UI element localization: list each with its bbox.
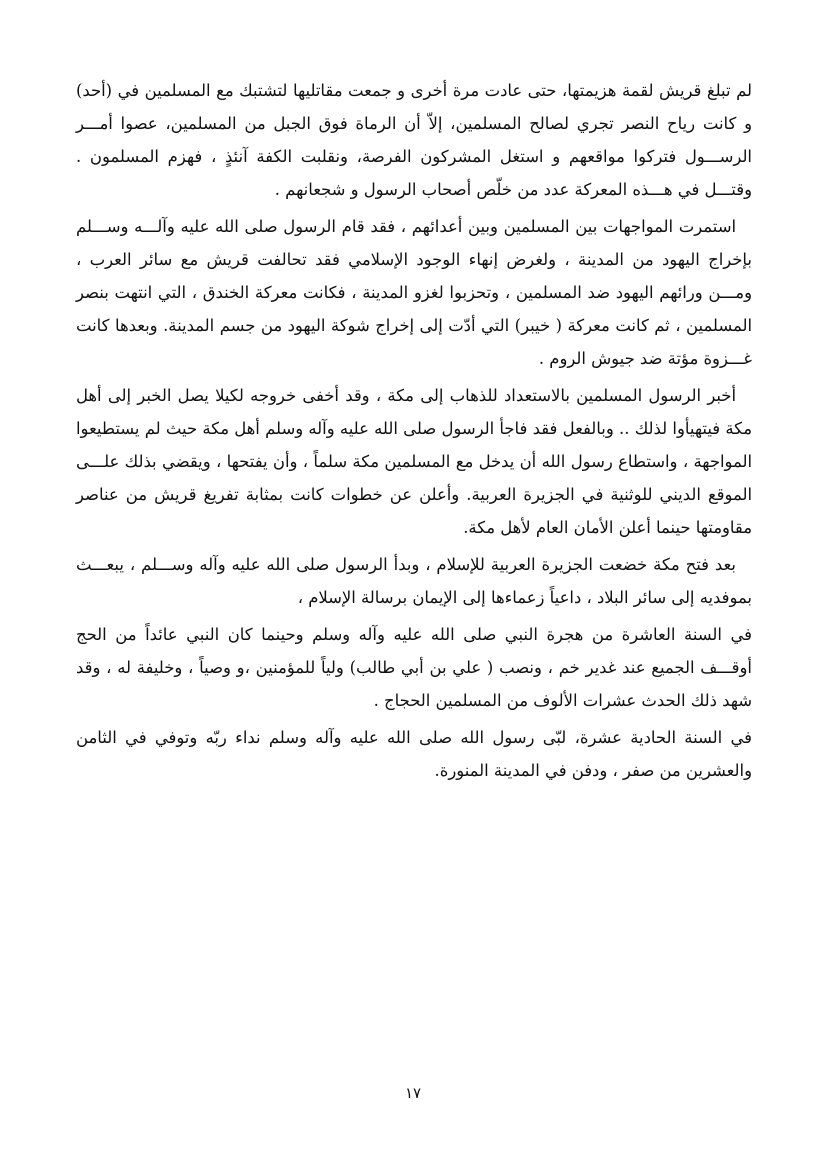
page-number: ١٧	[404, 1084, 422, 1102]
paragraph-conquest-of-mecca: أخبر الرسول المسلمين بالاستعداد للذهاب إلى مكة ، وقد أخفى خروجه لكيلا يصل الخبر إلى أهل مكة فيتهيأوا لذلك .. وبالفعل فقد فاجأ الرسول صلى الله عليه وآله وسلم أهل مكة حيث لم يستطيعوا المواجهة ، واستطاع رسول الله أن يدخل مع المسلمين مكة سلماً ، وأن يفتحها ، ويقضي بذلك علـــى الموقع الديني للوثنية في الجزيرة العربية. وأعلن عن خطوات كانت بمثابة تفريغ قريش من عناصر مقاومتها حينما أعلن الأمان العام لأهل مكة.	[76, 386, 752, 537]
paragraph-ghadir-khumm: في السنة العاشرة من هجرة النبي صلى الله عليه وآله وسلم وحينما كان النبي عائداً من الحج أوقـــف الجميع عند غدير خم ، ونصب ( علي بن أبي طالب) ولياً للمؤمنين ،و وصياً ، وخليفة له ، وقد شهد ذلك الحدث عشرات الألوف من المسلمين الحجاج .	[76, 625, 752, 710]
paragraph-envoys-to-lands: بعد فتح مكة خضعت الجزيرة العربية للإسلام ، وبدأ الرسول صلى الله عليه وآله وســـلم ، يبعـــث بموفديه إلى سائر البلاد ، داعياً زعماءها إلى الإيمان برسالة الإسلام ،	[76, 555, 752, 607]
paragraph-battle-of-uhud: لم تبلغ قريش لقمة هزيمتها، حتى عادت مرة أخرى و جمعت مقاتليها لتشتبك مع المسلمين في (أحد) و كانت رياح النصر تجري لصالح المسلمين، إلاّ أن الرماة فوق الجبل من المسلمين، عصوا أمـــر الرســـول فتركوا مواقعهم و استغل المشركون الفرصة، ونقلبت الكفة آنئذٍ ، فهزم المسلمون . وقتـــل في هـــذه المعركة عدد من خلّص أصحاب الرسول و شجعانهم .	[76, 81, 752, 199]
document-body	[76, 74, 752, 791]
paragraph-prophet-death: في السنة الحادية عشرة، لبّى رسول الله صلى الله عليه وآله وسلم نداء ربّه وتوفي في الثامن والعشرين من صفر ، ودفن في المدينة المنورة.	[76, 728, 752, 780]
paragraph-confrontations-khandaq-khaybar: استمرت المواجهات بين المسلمين وبين أعدائهم ، فقد قام الرسول صلى الله عليه وآلـــه وســـلم بإخراج اليهود من المدينة ، ولغرض إنهاء الوجود الإسلامي فقد تحالفت قريش مع سائر العرب ، ومـــن ورائهم اليهود ضد المسلمين ، وتحزبوا لغزو المدينة ، فكانت معركة الخندق ، التي انتهت بنصر المسلمين ، ثم كانت معركة ( خيبر) التي أدّت إلى إخراج شوكة اليهود من جسم المدينة. وبعدها كانت غـــزوة مؤتة ضد جيوش الروم .	[76, 217, 752, 368]
